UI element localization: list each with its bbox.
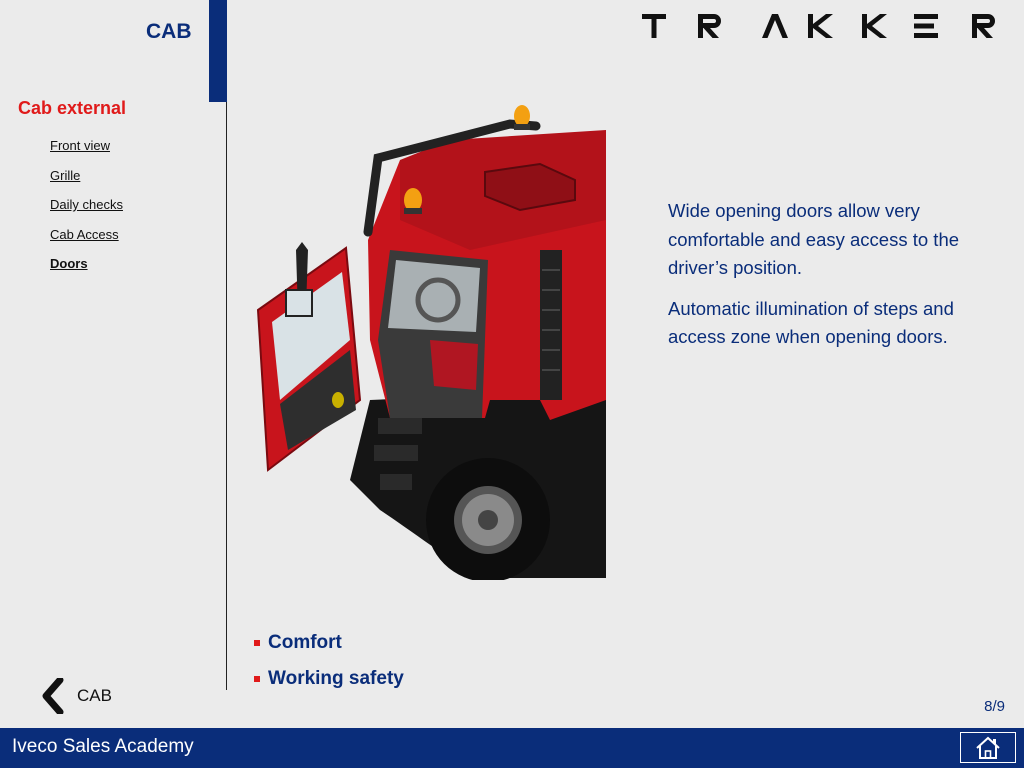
sidebar-nav	[50, 138, 123, 286]
bullet-square-icon	[254, 640, 260, 646]
sidebar-item-grille[interactable]: Grille	[50, 167, 81, 183]
back-label[interactable]: CAB	[77, 686, 112, 705]
sidebar-item-doors[interactable]: Doors	[50, 256, 88, 271]
chevron-left-icon[interactable]	[38, 678, 70, 714]
section-title: CAB	[146, 20, 192, 43]
bullet-label: Comfort	[268, 632, 342, 653]
bullet-item	[254, 632, 404, 668]
section-accent-bar	[209, 0, 227, 102]
feature-bullets	[254, 632, 404, 704]
truck-cab-photo	[250, 100, 606, 580]
home-button[interactable]	[960, 732, 1016, 763]
description-paragraph: Wide opening doors allow very comfortable and easy access to the driver’s position.	[668, 200, 960, 278]
bullet-item	[254, 668, 404, 704]
home-icon	[975, 736, 1001, 760]
sidebar-item-front-view[interactable]: Front view	[50, 138, 110, 153]
bullet-square-icon	[254, 676, 260, 682]
footer-bar	[0, 728, 1024, 768]
footer-text: Iveco Sales Academy	[12, 736, 194, 757]
bullet-label: Working safety	[268, 668, 404, 689]
page-number: 8/9	[984, 698, 1005, 715]
description-paragraph: Automatic illumination of steps and access zone when opening doors.	[668, 297, 954, 347]
sidebar-divider	[226, 102, 227, 690]
sidebar-heading: Cab external	[18, 98, 127, 118]
sidebar-item-daily-checks[interactable]: Daily checks	[50, 197, 123, 212]
description	[668, 197, 968, 364]
trakker-logo	[642, 12, 998, 40]
sidebar-item-cab-access[interactable]: Cab Access	[50, 226, 119, 242]
